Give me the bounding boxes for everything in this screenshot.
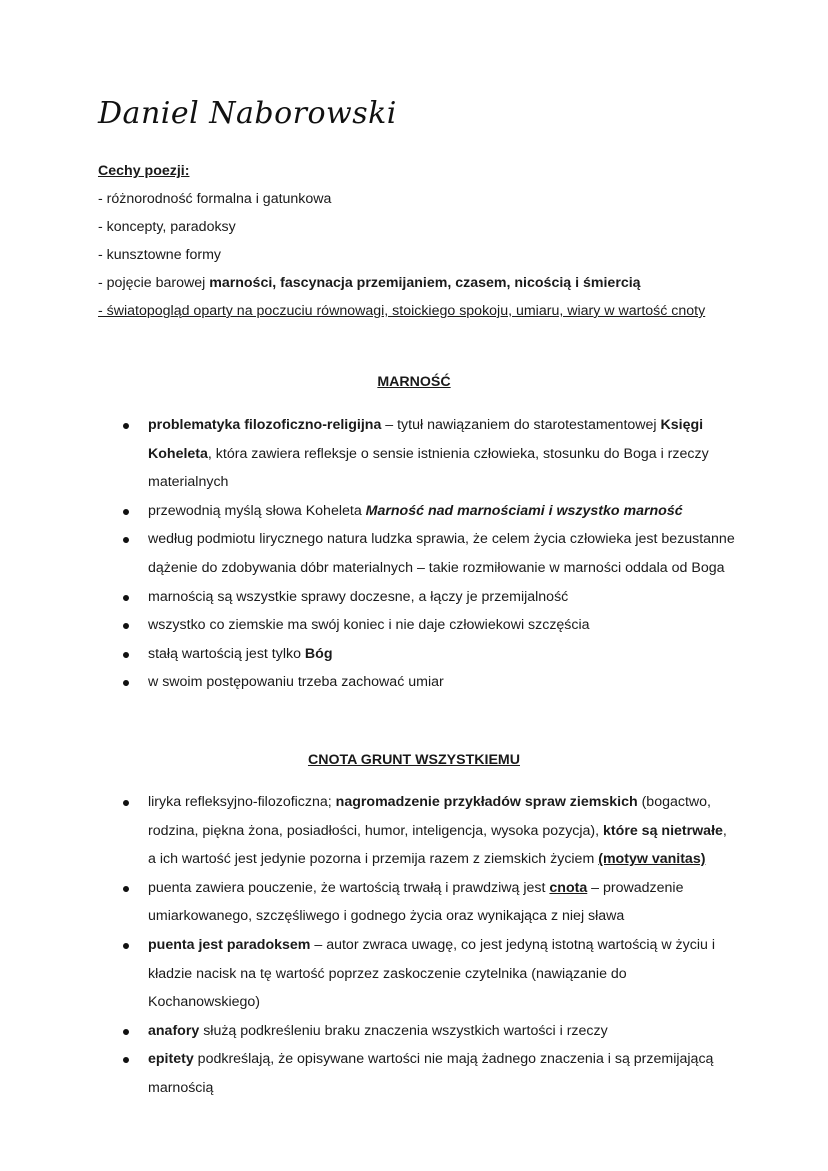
features-block	[98, 160, 758, 328]
list-item: epitety podkreślają, że opisywane wartości nie mają żadnego znaczenia i są przemijającą marnością	[120, 1045, 736, 1102]
list-item: wszystko co ziemskie ma swój koniec i nie daje człowiekowi szczęścia	[120, 611, 736, 640]
page-title: Daniel Naborowski	[98, 96, 397, 131]
bold-text: problematyka filozoficzno-religijna	[148, 417, 382, 433]
bold-text: Księgi Koheleta	[148, 417, 704, 462]
underlined-text: - światopogląd oparty na poczuciu równowagi, stoickiego spokoju, umiaru, wiary w wartość cnoty	[98, 303, 706, 319]
bold-text: puenta jest paradoksem	[148, 936, 311, 953]
list-item: według podmiotu lirycznego natura ludzka sprawia, że celem życia człowieka jest bezustanne dążenie do zdobywania dóbr materialnych – takie rozmiłowanie w marności oddala od Boga	[120, 525, 736, 582]
features-item: - różnorodność formalna i gatunkowa	[98, 191, 332, 207]
emphasis-text: (motyw vanitas)	[598, 851, 706, 868]
list-item: problematyka filozoficzno-religijna – tytuł nawiązaniem do starotestamentowej Księgi Koheleta, która zawiera refleksje o sensie istnienia człowieka, stosunku do Boga i rzeczy materialnych	[120, 411, 736, 497]
quote-text: Marność nad marnościami i wszystko marność	[365, 502, 683, 519]
list-item: liryka refleksyjno-filozoficzna; nagromadzenie przykładów spraw ziemskich (bogactwo, rodzina, piękna żona, posiadłości, humor, inteligencja, wysoka pozycja), które są nietrwałe, a ich wartość jest jedynie pozorna i przemija razem z ziemskich życiem (motyw vanitas)	[120, 788, 736, 874]
bullet-list-marnosc	[120, 411, 736, 697]
list-item: stałą wartością jest tylko Bóg	[120, 640, 736, 669]
bold-text: epitety	[148, 1051, 194, 1068]
list-item: puenta jest paradoksem – autor zwraca uwagę, co jest jedyną istotną wartością w życiu i kładzie nacisk na tę wartość poprzez zaskoczenie czytelnika (nawiązanie do Kochanowskiego)	[120, 931, 736, 1017]
bold-text: marności, fascynacja przemijaniem, czasem, nicością i śmiercią	[209, 275, 641, 291]
bold-text: nagromadzenie przykładów spraw ziemskich	[335, 794, 638, 810]
emphasis-text: cnota	[549, 879, 588, 896]
section-title-cnota: CNOTA GRUNT WSZYSTKIEMU	[307, 752, 520, 768]
features-item	[98, 300, 758, 328]
list-item: w swoim postępowaniu trzeba zachować umiar	[120, 668, 736, 697]
bold-text: anafory	[148, 1022, 200, 1039]
features-heading: Cechy poezji:	[98, 163, 190, 179]
list-item: przewodnią myślą słowa Koheleta Marność nad marnościami i wszystko marność	[120, 497, 736, 526]
section-title-marnosc: MARNOŚĆ	[377, 374, 451, 390]
list-item: anafory służą podkreśleniu braku znaczenia wszystkich wartości i rzeczy	[120, 1017, 736, 1046]
features-item: - kunsztowne formy	[98, 247, 221, 263]
list-item: marnością są wszystkie sprawy doczesne, a łączy je przemijalność	[120, 583, 736, 612]
bold-text: Bóg	[304, 645, 333, 662]
features-item: - koncepty, paradoksy	[98, 219, 236, 235]
bold-text: które są nietrwałe	[603, 822, 723, 839]
features-item: - pojęcie barowej marności, fascynacja przemijaniem, czasem, nicością i śmiercią	[98, 275, 641, 291]
list-item: puenta zawiera pouczenie, że wartością trwałą i prawdziwą jest cnota – prowadzenie umiarkowanego, szczęśliwego i godnego życia oraz wynikająca z niej sława	[120, 874, 736, 931]
bullet-list-cnota	[120, 788, 736, 1103]
